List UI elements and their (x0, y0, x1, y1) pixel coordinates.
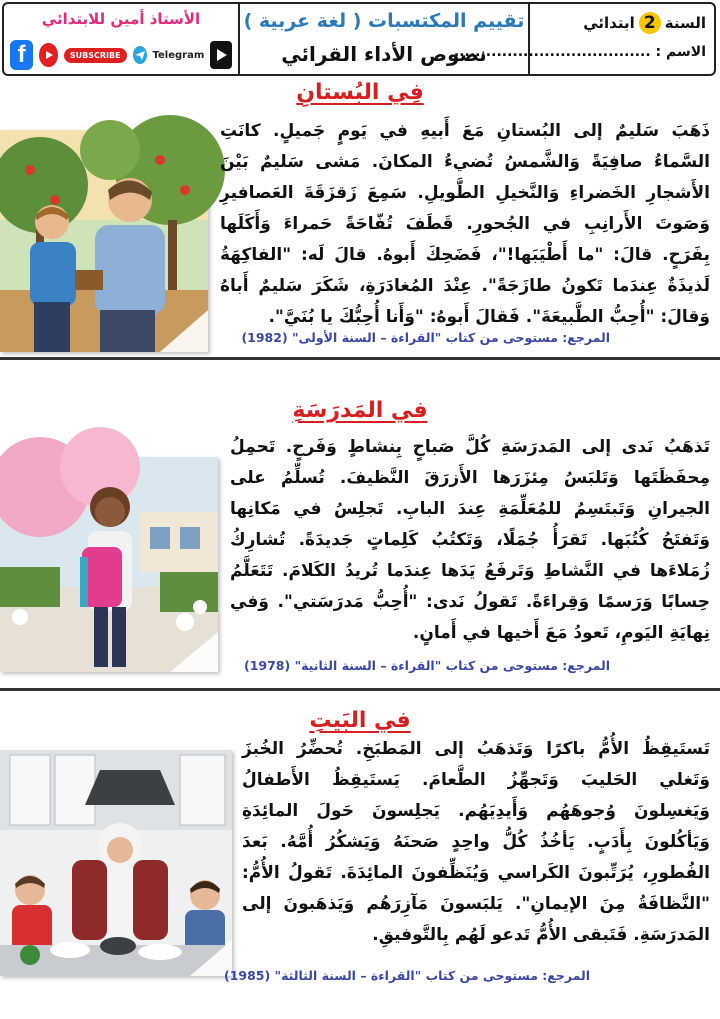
section-reference-school: المرجع: مستوحى من كتاب "القراءة – السنة الثانية" (1978) (243, 658, 610, 673)
student-info-box (453, 4, 714, 74)
section-title-school: في المَدرَسَةِ (292, 398, 428, 423)
section-reference-home: المرجع: مستوحى من كتاب "القراءة – السنة الثالثة" (1985) (223, 968, 590, 983)
section-text-garden: ذَهَبَ سَليمٌ إلى البُستانِ مَعَ أَبيهِ في يَومٍ جَميلٍ. كانَتِ السَّماءُ صافِيَةً وَالشَّمسُ تُضيءُ المكانَ. مَشى سَليمٌ بَيْنَ الأَشجارِ الخَضراءِ وَالنَّخيلِ الطَّويلِ. سَمِعَ زَقزَقَةَ العَصافيرِ وَصَوتَ الأَرانِبِ في الجُحورِ. قَطَفَ تُفّاحَةً حَمراءَ وَأَكَلَها بِفَرَحٍ. قالَ: "ما أَطْيَبَها!"، فَضَحِكَ أَبوهُ. قالَ لَه: "الفاكِهَةُ لَذيذَةٌ عِندَما تَكونُ طازَجَةً". عِنْدَ المُغادَرَةِ، شَكَرَ سَليمٌ أَباهُ وَقالَ: "أُحِبُّ الطَّبيعَةَ". فَقالَ أَبوهُ: "وَأَنا أُحِبُّكَ يا بُنَيَّ". (220, 121, 710, 327)
grade-label: السنة (664, 14, 706, 32)
section-title-garden: فِي البُستانِ (296, 80, 424, 105)
facebook-icon[interactable]: f (10, 40, 33, 70)
youtube-icon[interactable] (39, 43, 58, 67)
worksheet-subtitle: نصوص الأداء القرائي (281, 42, 487, 66)
author-name: الأستاذ أمين للابتدائي (41, 10, 201, 28)
telegram-label[interactable]: Telegram (152, 49, 205, 61)
social-links (10, 38, 232, 72)
section-divider (0, 357, 720, 360)
illustration-home (0, 750, 232, 976)
worksheet-header (2, 2, 716, 76)
subscribe-button[interactable]: SUBSCRIBE (64, 48, 127, 63)
section-text-home: تَستَيقِظُ الأُمُّ باكرًا وَتَذهَبُ إلى المَطبَخِ. تُحضِّرُ الخُبزَ وَتَغلي الحَليبَ وَتَجهِّزُ الطَّعامَ. يَستَيقِظُ الأَطفالُ وَيَغسِلونَ وُجوهَهُم وَأَيدِيَهُم. يَجلِسونَ حَولَ المائِدَةِ وَيَأكُلونَ بِأَدَبٍ. يَأخُذُ كُلُّ واحِدٍ صَحنَهُ وَيَشكُرُ أُمَّهُ. بَعدَ الفُطورِ، يُرَتِّبونَ الكَراسي وَيُنَظِّفونَ المائِدَةَ. تَقولُ الأُمُّ: "النَّظافَةُ مِنَ الإيمانِ". يَلبَسونَ مَآزِرَهُم وَيَذهَبونَ إلى المَدرَسَةِ. فَتَبقى الأُمُّ تَدعو لَهُم بِالتَّوفيقِ. (242, 739, 710, 945)
author-box (4, 4, 240, 74)
worksheet-title: تقييم المكتسبات ( لغة عربية ) (243, 10, 525, 32)
school-picture (0, 457, 218, 672)
grade-line (536, 12, 706, 34)
section-reference-garden: المرجع: مستوحى من كتاب "القراءة – السنة الأولى" (1982) (241, 330, 610, 345)
telegram-icon[interactable] (133, 46, 147, 64)
section-text-school: تَذهَبُ نَدى إلى المَدرَسَةِ كُلَّ صَباحٍ بِنشاطٍ وَفَرحٍ. تَحمِلُ مِحفَظَتَها وَتَلبَسُ مِئزَرَها الأَزرَقَ النَّظيفَ. تُسلِّمُ على الجيرانِ وَتَبتَسِمُ للمُعَلِّمَةِ عِندَ البابِ. تَجلِسُ في مَكانِها وَتَفتَحُ كُتُبَها. تَقرَأُ جُمَلًا، وَتَكتُبُ كَلِماتٍ جَديدَةً. تُشارِكُ زُمَلاءَها في النَّشاطِ وَتَرفَعُ يَدَها عِندَما تُريدُ الكَلامَ. تَتَعَلَّمُ حِسابًا وَرَسمًا وَقِراءَةً. تَقولُ نَدى: "أُحِبُّ مَدرَسَتي". وَفي نِهايَةِ اليَومِ، تَعودُ مَعَ أَخيها في أَمانٍ. (230, 437, 710, 643)
illustration-garden (0, 130, 208, 352)
play-icon[interactable] (210, 41, 232, 69)
grade-suffix: ابتدائي (583, 14, 635, 32)
illustration-school (0, 457, 218, 672)
grade-number-badge: 2 (639, 12, 661, 34)
orchard-picture (0, 130, 208, 352)
kitchen-picture (0, 750, 232, 976)
section-title-home: في البَيتِ (309, 708, 411, 733)
title-box (240, 4, 530, 74)
student-name-field[interactable]: الاسم : ..................................... (453, 44, 706, 60)
section-divider (0, 688, 720, 691)
